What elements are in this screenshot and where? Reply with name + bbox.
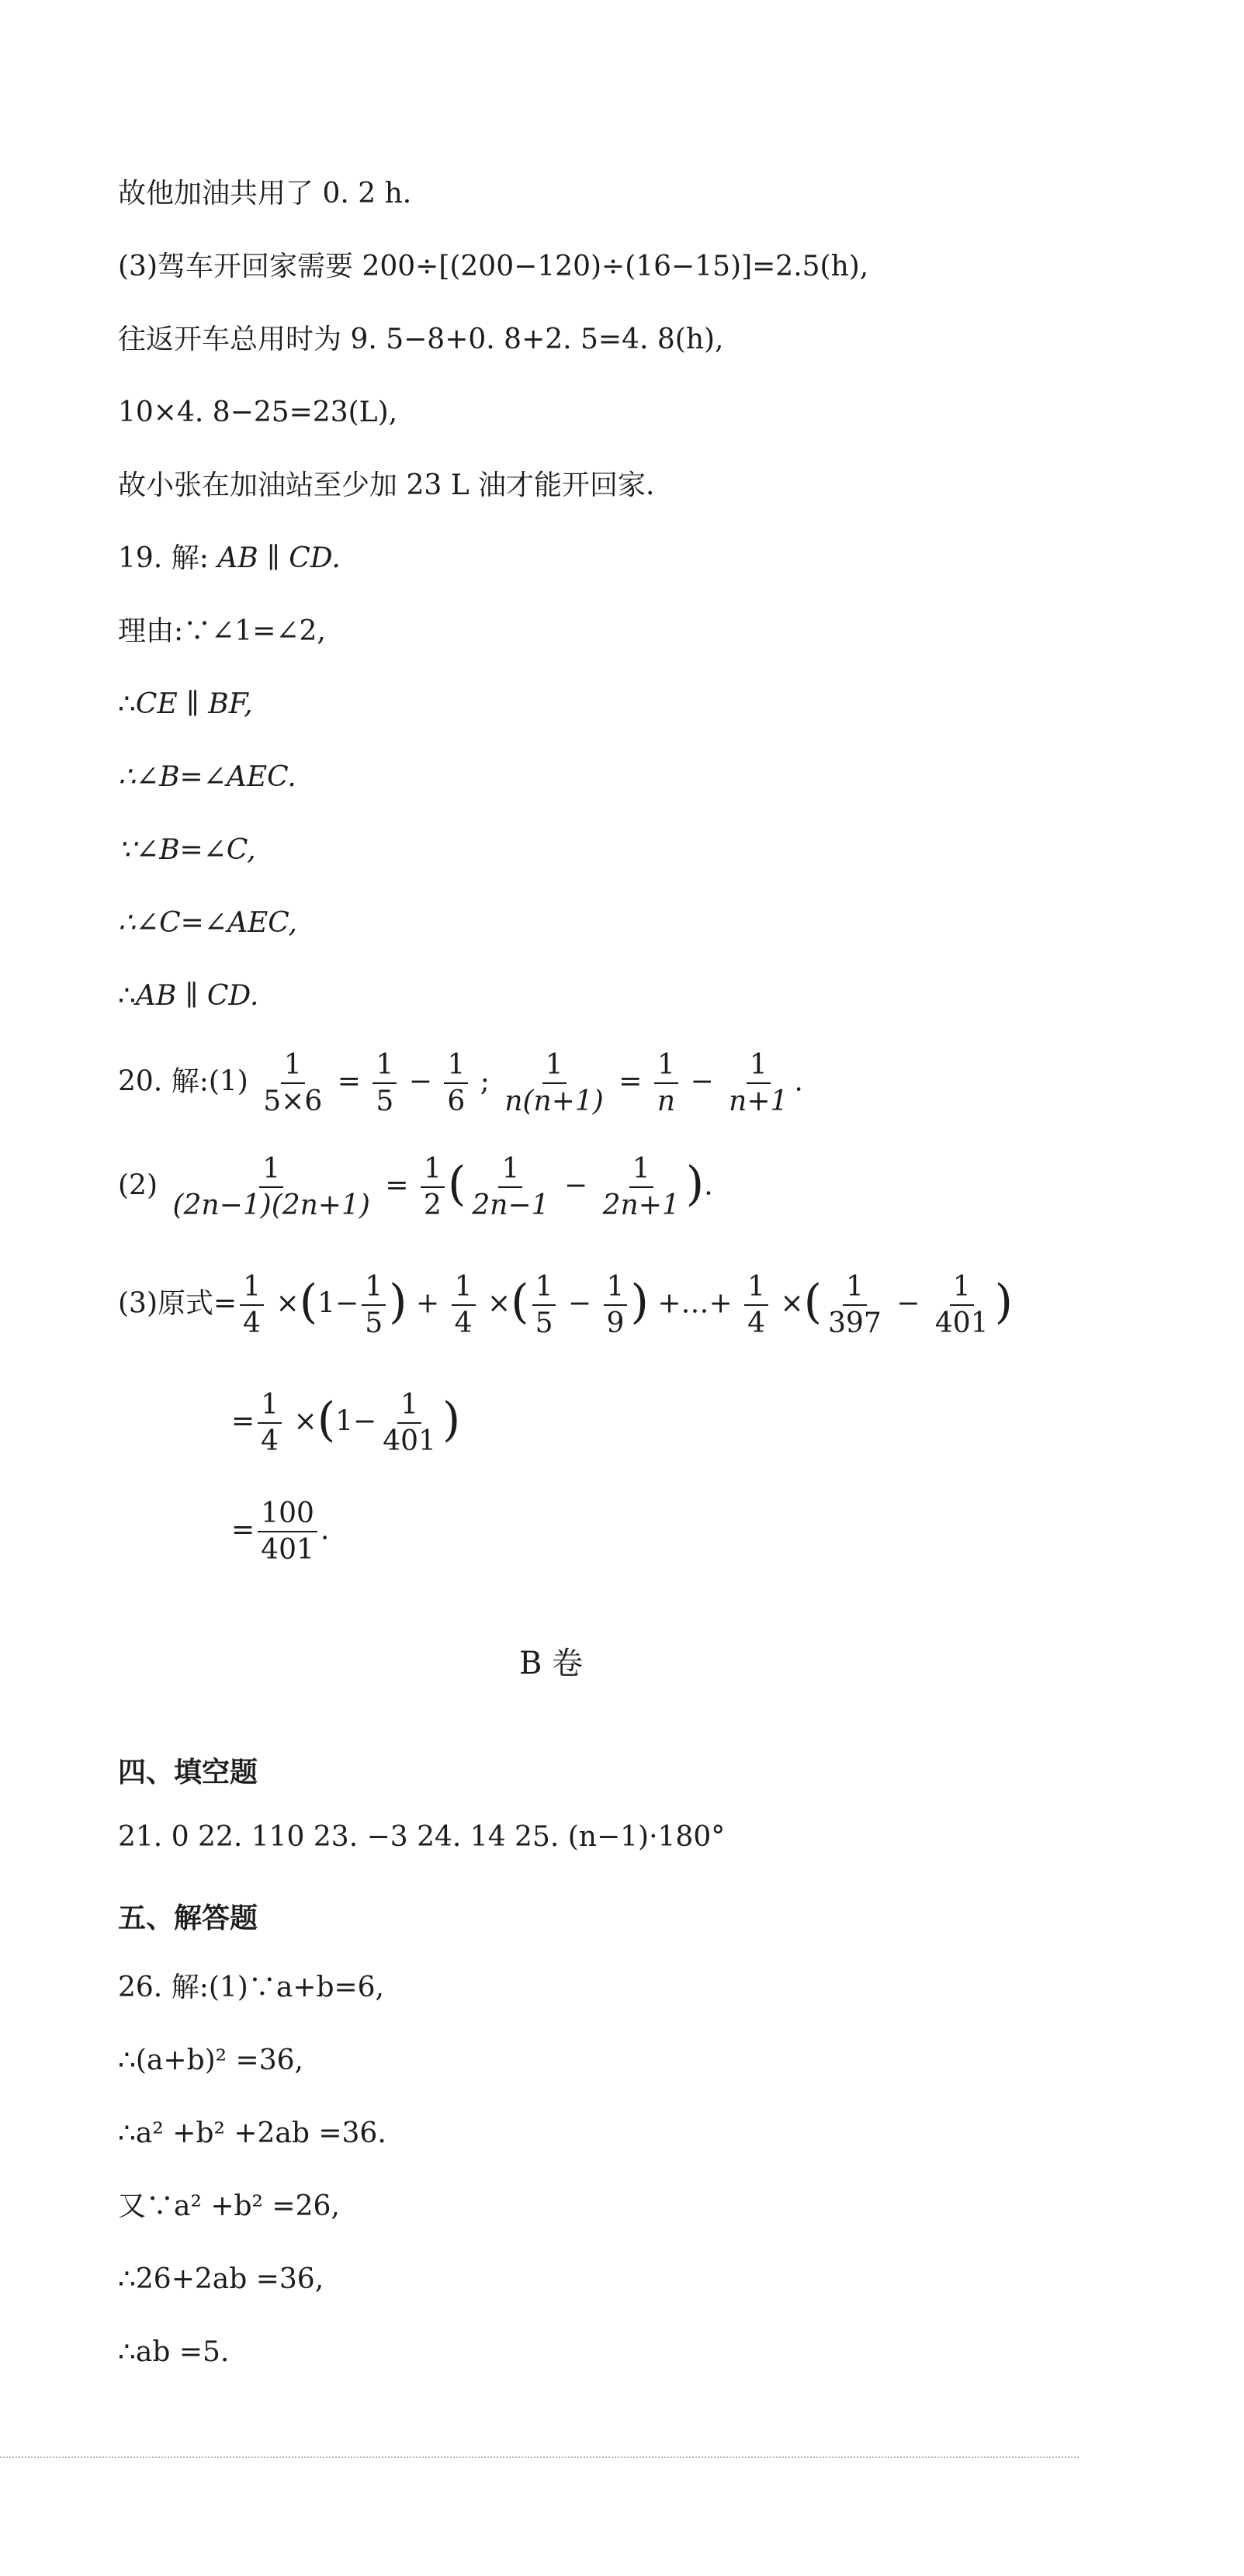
right-paren: )	[994, 1275, 1013, 1330]
text-line: ∴(a+b)² =36,	[118, 2045, 303, 2076]
denominator: 4	[747, 1307, 766, 1340]
denominator: n	[657, 1085, 676, 1118]
op: ×	[487, 1287, 511, 1320]
left-paren: (	[317, 1393, 336, 1448]
q19-conclusion	[118, 540, 341, 577]
q19-math: AB ∥ CD.	[217, 542, 341, 574]
fraction	[825, 1271, 885, 1340]
period: .	[704, 1169, 713, 1202]
op: ×	[275, 1287, 300, 1320]
op: −	[690, 1065, 714, 1098]
text-line: 理由:∵∠1=∠2,	[118, 615, 326, 647]
op: =	[385, 1169, 409, 1202]
denominator: (2n−1)(2n+1)	[172, 1189, 370, 1222]
numerator: 1	[240, 1271, 264, 1306]
therefore-symbol: ∴	[118, 980, 136, 1012]
text-line: ∴∠B=∠AEC.	[118, 761, 296, 793]
numerator: 1	[744, 1271, 768, 1306]
fraction	[744, 1271, 768, 1340]
text-line	[118, 686, 253, 723]
left-paren: (	[447, 1157, 466, 1212]
denominator: 2n−1	[472, 1189, 549, 1222]
text-line: 往返开车总用时为 9. 5−8+0. 8+2. 5=4. 8(h),	[118, 324, 724, 355]
denominator: 5	[535, 1307, 553, 1340]
right-paren: )	[442, 1393, 461, 1448]
denominator: 5×6	[263, 1085, 323, 1118]
op: −	[896, 1287, 920, 1320]
op: =	[619, 1065, 643, 1098]
page-divider	[0, 2457, 1079, 2458]
fraction	[362, 1271, 386, 1340]
q20-part2-prefix: (2)	[118, 1169, 158, 1202]
denominator: 5	[376, 1085, 394, 1118]
numerator: 1	[281, 1049, 305, 1084]
op: −	[408, 1065, 432, 1098]
separator: ;	[480, 1065, 490, 1098]
expr: 1−	[335, 1405, 377, 1438]
math: AB ∥ CD.	[135, 980, 259, 1012]
text-line: 又∵a² +b² =26,	[118, 2190, 340, 2222]
numerator: 1	[373, 1049, 397, 1084]
text-line: 10×4. 8−25=23(L),	[118, 396, 398, 428]
fraction	[604, 1271, 628, 1340]
numerator: 1	[258, 1389, 282, 1424]
therefore-symbol: ∴	[118, 688, 136, 720]
period: .	[320, 1514, 330, 1546]
right-paren: )	[685, 1157, 705, 1212]
fraction	[379, 1389, 439, 1458]
denominator: 2	[424, 1189, 442, 1222]
left-paren: (	[511, 1275, 529, 1330]
text-line: ∴26+2ab =36,	[118, 2263, 324, 2295]
op: =	[231, 1405, 255, 1438]
q20-part2	[118, 1153, 713, 1222]
q20-part1	[118, 1049, 803, 1118]
numerator: 1	[654, 1049, 678, 1084]
denominator: 2n+1	[602, 1189, 680, 1222]
numerator: 1	[421, 1153, 445, 1188]
fraction	[932, 1271, 992, 1340]
numerator: 1	[747, 1049, 771, 1084]
fraction	[452, 1271, 476, 1340]
denominator: n(n+1)	[504, 1085, 604, 1118]
op: −	[563, 1169, 588, 1202]
period: .	[794, 1065, 803, 1098]
fraction	[654, 1049, 678, 1118]
numerator: 1	[397, 1389, 421, 1424]
right-paren: )	[389, 1275, 407, 1330]
fraction	[501, 1049, 607, 1118]
denominator: 401	[261, 1534, 314, 1567]
solve-heading: 五、解答题	[118, 1903, 258, 1934]
fraction	[444, 1049, 468, 1118]
numerator: 1	[362, 1271, 386, 1306]
fraction	[726, 1049, 791, 1118]
right-paren: )	[630, 1275, 649, 1330]
denominator: 9	[606, 1307, 625, 1340]
fill-in-answers: 21. 0 22. 110 23. −3 24. 14 25. (n−1)·180°	[118, 1821, 726, 1853]
numerator: 1	[452, 1271, 476, 1306]
left-paren: (	[803, 1275, 823, 1330]
denominator: 4	[243, 1307, 262, 1340]
numerator: 1	[444, 1049, 468, 1084]
section-b-title: B 卷	[518, 1646, 584, 1681]
numerator: 100	[258, 1497, 317, 1532]
denominator: 4	[454, 1307, 473, 1340]
op: ×	[780, 1287, 804, 1320]
numerator: 1	[498, 1153, 522, 1188]
op: =	[337, 1065, 361, 1098]
op: =	[231, 1514, 255, 1546]
denominator: 397	[828, 1307, 882, 1340]
text-line: (3)驾车开回家需要 200÷[(200−120)÷(16−15)]=2.5(h),	[118, 251, 869, 282]
q19-prefix: 19. 解:	[118, 542, 209, 574]
text-line: ∴a² +b² +2ab =36.	[118, 2117, 386, 2149]
text-line: 26. 解:(1)∵a+b=6,	[118, 1972, 385, 2003]
fraction	[258, 1389, 282, 1458]
q20-part3-prefix: (3)原式=	[118, 1287, 237, 1320]
fraction	[421, 1153, 445, 1222]
denominator: 6	[447, 1085, 466, 1118]
denominator: n+1	[729, 1085, 788, 1118]
fraction	[600, 1153, 683, 1222]
text-line	[118, 978, 258, 1015]
q20-part3	[118, 1271, 1013, 1340]
numerator: 1	[604, 1271, 628, 1306]
text-line: 故小张在加油站至少加 23 L 油才能开回家.	[118, 469, 655, 501]
denominator: 401	[934, 1307, 989, 1340]
fill-in-heading: 四、填空题	[118, 1757, 258, 1788]
numerator: 1	[532, 1271, 556, 1306]
text-line: ∴ab =5.	[118, 2336, 230, 2368]
fraction	[373, 1049, 397, 1118]
text-line: ∴∠C=∠AEC,	[118, 907, 297, 939]
fraction	[532, 1271, 556, 1340]
op: ×	[293, 1405, 317, 1438]
numerator: 1	[950, 1271, 974, 1306]
denominator: 401	[383, 1425, 436, 1458]
fraction	[169, 1153, 373, 1222]
denominator: 5	[365, 1307, 383, 1340]
numerator: 1	[843, 1271, 867, 1306]
numerator: 1	[629, 1153, 653, 1188]
fraction	[469, 1153, 552, 1222]
q20-prefix: 20. 解:(1)	[118, 1065, 248, 1098]
op: +	[415, 1287, 440, 1320]
numerator: 1	[259, 1153, 283, 1188]
q20-part3-result	[231, 1497, 329, 1567]
numerator: 1	[542, 1049, 567, 1084]
q20-part3-step2	[231, 1389, 460, 1458]
op: +…+	[657, 1287, 733, 1320]
text-line: 故他加油共用了 0. 2 h.	[118, 178, 412, 209]
denominator: 4	[261, 1425, 279, 1458]
math: CE ∥ BF,	[135, 688, 253, 720]
expr: 1−	[317, 1287, 359, 1320]
fraction	[258, 1497, 317, 1567]
fraction	[240, 1271, 264, 1340]
left-paren: (	[299, 1275, 318, 1330]
fraction	[260, 1049, 325, 1118]
text-line: ∵∠B=∠C,	[118, 834, 256, 866]
op: −	[567, 1287, 592, 1320]
